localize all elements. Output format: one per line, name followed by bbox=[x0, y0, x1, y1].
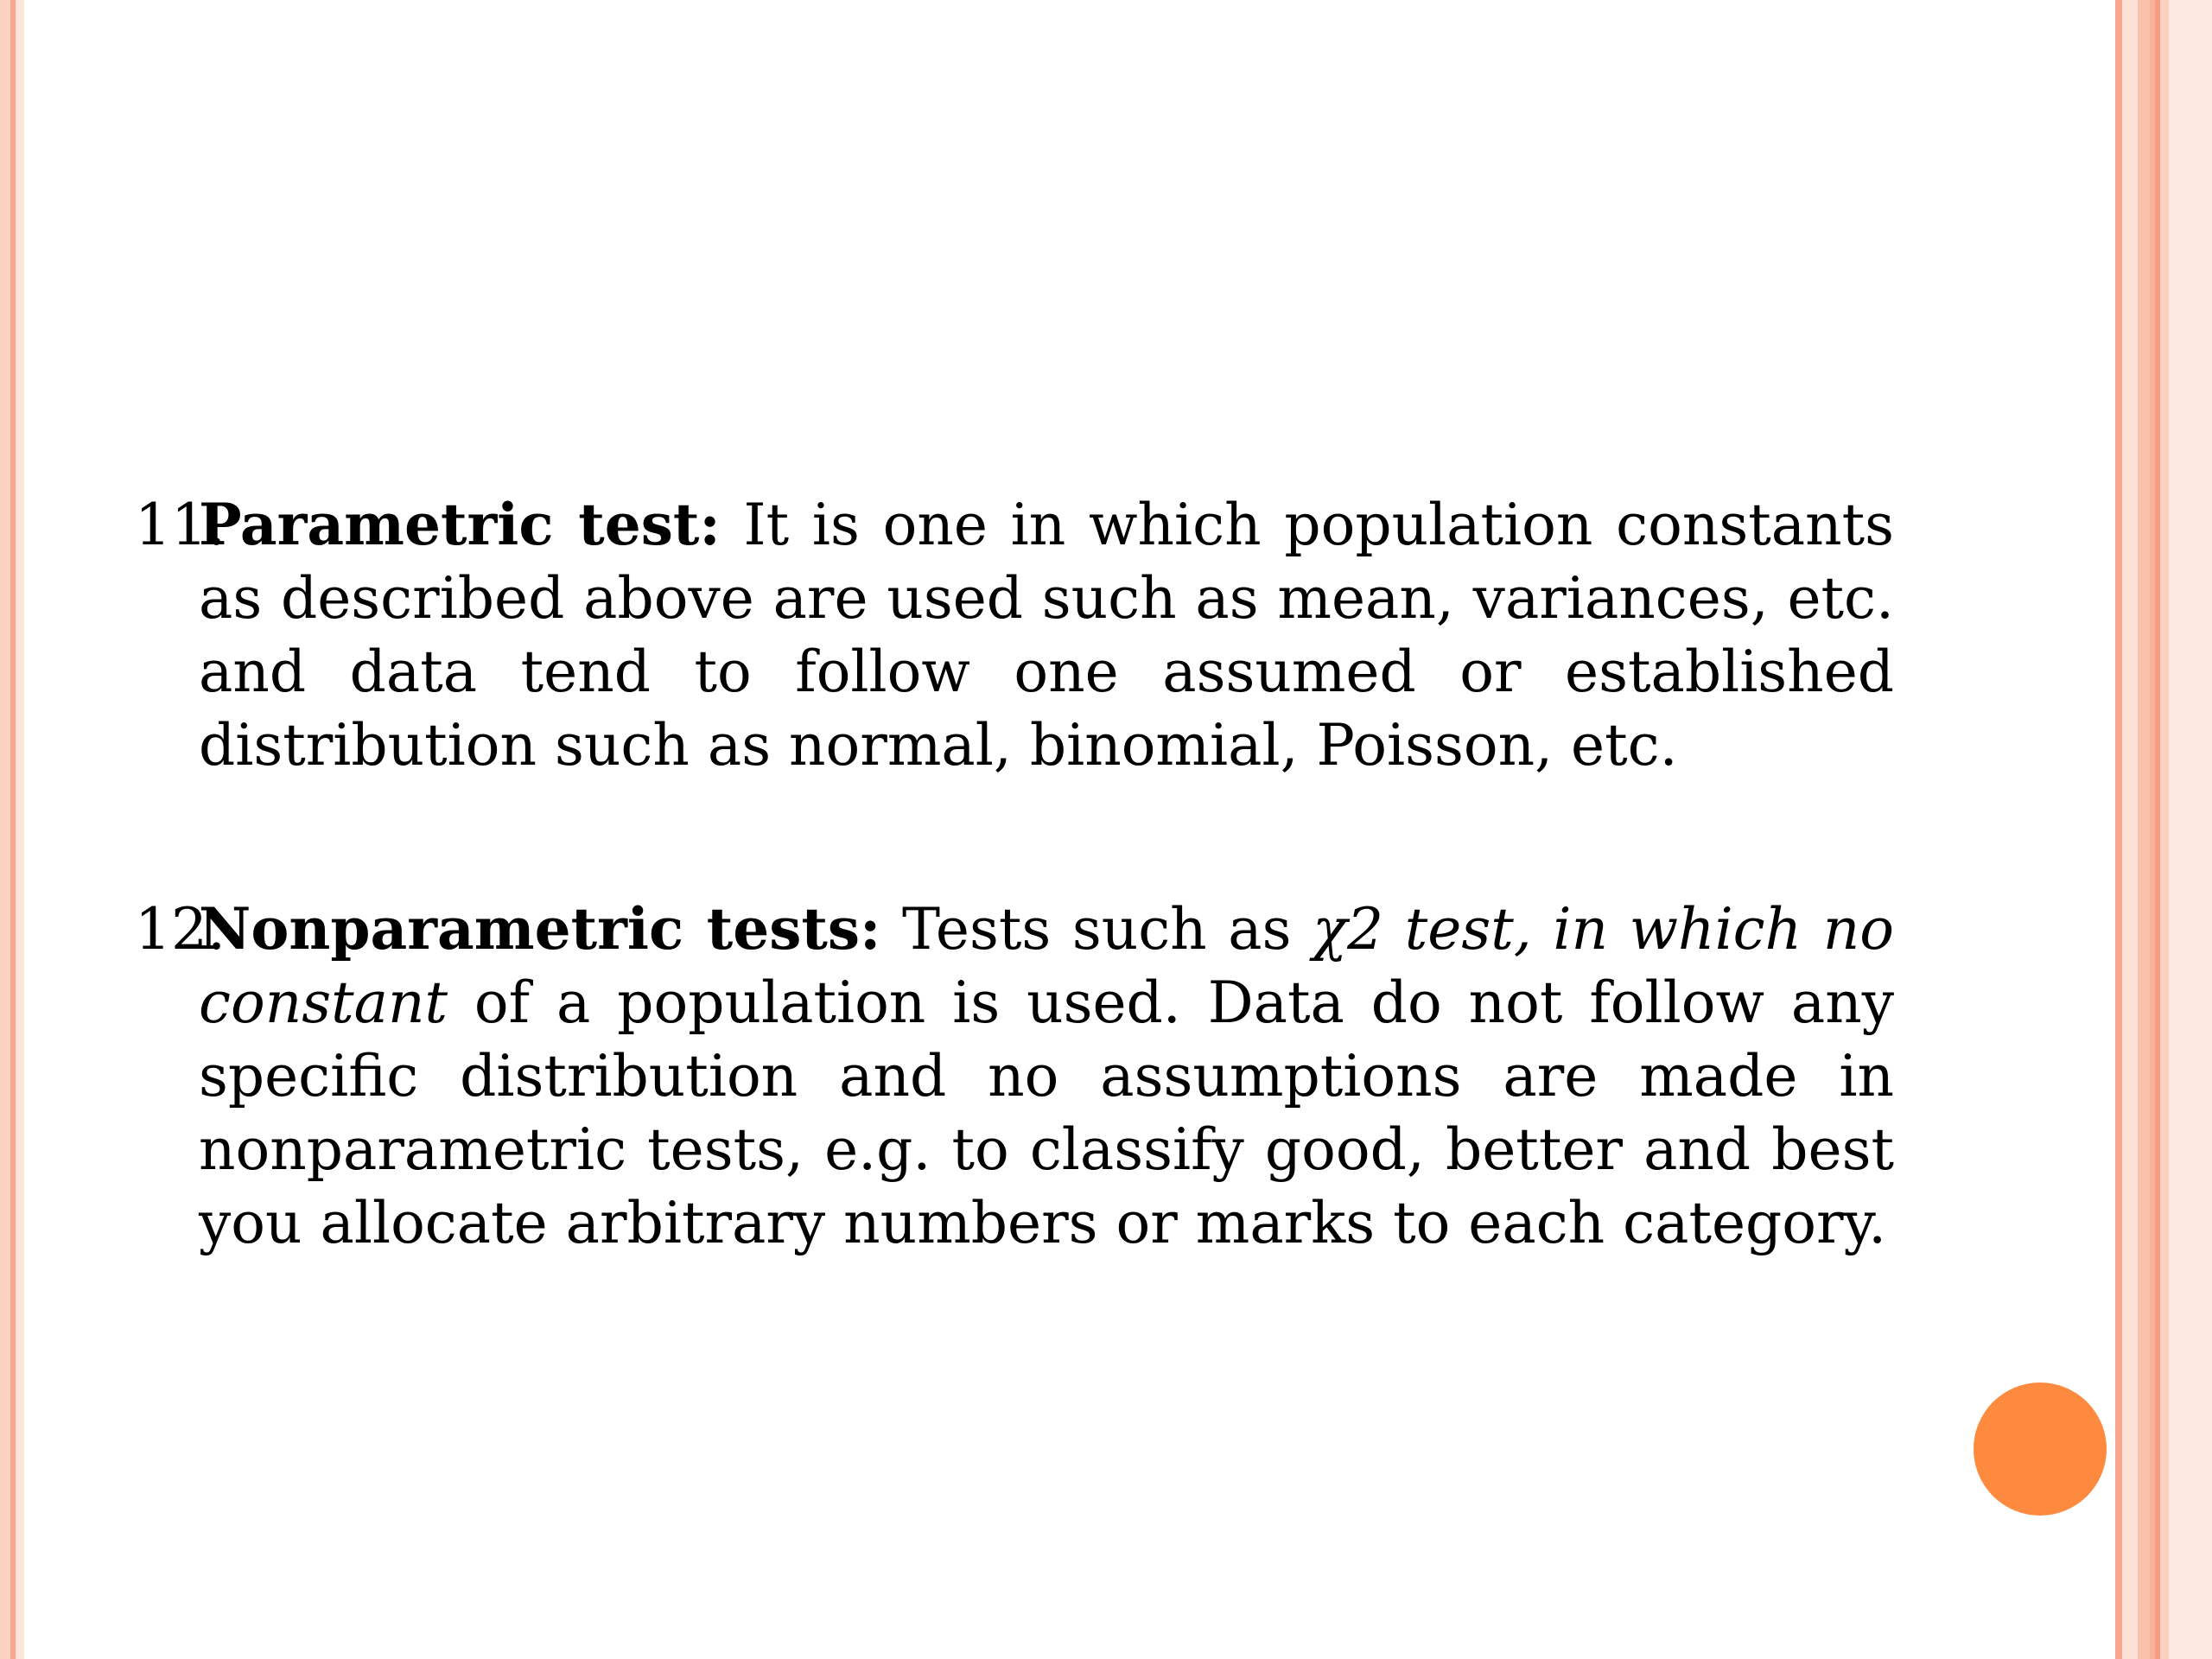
list-item-parametric-test bbox=[135, 488, 1894, 782]
right-border-stripe bbox=[2169, 0, 2212, 1659]
right-border-stripe bbox=[2160, 0, 2169, 1659]
slide-body bbox=[135, 488, 1894, 1260]
item-term: Nonparametric tests: bbox=[199, 895, 881, 963]
list-item-nonparametric-tests bbox=[135, 893, 1894, 1260]
item-number: 11. bbox=[135, 492, 226, 558]
item-definition-start: Tests such as bbox=[880, 896, 1313, 963]
orange-circle-decoration bbox=[1974, 1382, 2107, 1516]
item-number: 12. bbox=[135, 896, 226, 963]
item-definition-end: of a population is used. Data do not follow any specific distribution and no assumptions are made in nonparametric tests, e.g. to classify good, better and best you allocate arbitrary numbers or marks to each category. bbox=[199, 969, 1894, 1256]
right-border-stripe bbox=[2115, 0, 2122, 1659]
right-border-stripe bbox=[2122, 0, 2138, 1659]
left-border-stripe bbox=[0, 0, 10, 1659]
item-definition: It is one in which population constants as described above are used such as mean, variances, etc. and data tend to follow one assumed or established distribution such as normal, binomial, Poisson, etc. bbox=[199, 492, 1895, 779]
item-definition-emphasis: χ2 test, in which no constant bbox=[199, 896, 1895, 1036]
item-term: Parametric test: bbox=[199, 491, 721, 558]
right-border-stripe bbox=[2138, 0, 2150, 1659]
left-border-stripe bbox=[16, 0, 24, 1659]
